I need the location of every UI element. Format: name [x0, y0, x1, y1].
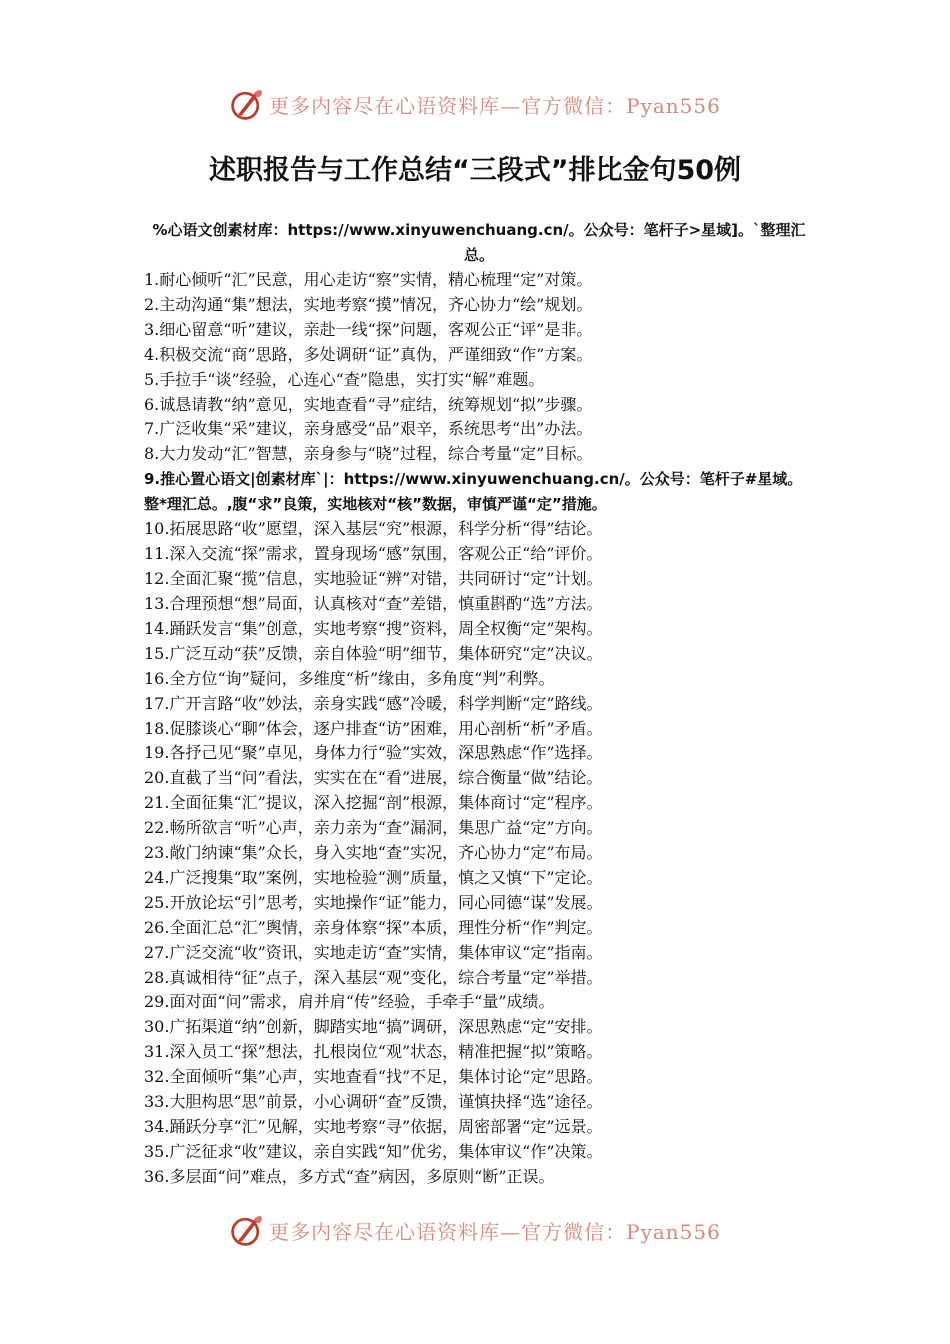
list-item: 6.诚恳请教“纳”意见，实地查看“寻”症结，统筹规划“拟”步骤。 — [144, 394, 593, 414]
list-item: 29.面对面“问”需求，肩并肩“传”经验，手牵手“量”成绩。 — [144, 992, 555, 1012]
list-item: 3.细心留意“听”建议，亲赴一线“探”问题，客观公正“评”是非。 — [144, 319, 593, 339]
list-item: 7.广泛收集“采”建议，亲身感受“品”艰辛，系统思考“出”办法。 — [144, 419, 593, 439]
list-item: 31.深入员工“探”想法，扎根岗位“观”状态，精准把握“拟”策略。 — [144, 1042, 603, 1062]
list-item: 14.踊跃发言“集”创意，实地考察“搜”资料，周全权衡“定”架构。 — [144, 618, 603, 638]
list-item: 30.广拓渠道“纳”创新，脚踏实地“搞”调研，深思熟虑“定”安排。 — [144, 1017, 603, 1037]
list-item: 21.全面征集“汇”提议，深入挖掘“剖”根源，集体商讨“定”程序。 — [144, 793, 603, 813]
list-item: 11.深入交流“探”需求，置身现场“感”氛围，客观公正“给”评价。 — [144, 544, 603, 564]
list-item: 26.全面汇总“汇”舆情，亲身体察“探”本质，理性分析“作”判定。 — [144, 917, 603, 937]
list-item: 33.大胆构思“思”前景，小心调研“查”反馈，谨慎抉择“选”途径。 — [144, 1092, 603, 1112]
list-item: 1.耐心倾听“汇”民意，用心走访“察”实情，精心梳理“定”对策。 — [144, 270, 593, 289]
list-item: 12.全面汇聚“揽”信息，实地验证“辨”对错，共同研讨“定”计划。 — [144, 569, 603, 589]
list-item: 10.拓展思路“收”愿望，深入基层“究”根源，科学分析“得”结论。 — [144, 519, 603, 539]
list-item: 9.推心置心语文|创素材库`|：https://www.xinyuwenchuang.cn/。公众号：笔杆子#星域。整*理汇总。,腹“求”良策，实地核对“核”数据，审慎严谨“定”措施。 — [144, 470, 803, 514]
list-item: 25.开放论坛“引”思考，实地操作“证”能力，同心同德“谋”发展。 — [144, 892, 603, 912]
list-item: 15.广泛互动“获”反馈，亲自体验“明”细节，集体研究“定”决议。 — [144, 643, 603, 663]
list-item: 24.广泛搜集“取”案例，实地检验“测”质量，慎之又慎“下”定论。 — [144, 867, 603, 887]
list-item: 34.踊跃分享“汇”见解，实地考察“寻”依据，周密部署“定”远景。 — [144, 1117, 603, 1136]
sentence-list — [144, 268, 814, 1190]
list-item: 28.真诚相待“征”点子，深入基层“观”变化，综合考量“定”举措。 — [144, 967, 603, 987]
quill-logo-icon — [229, 1212, 265, 1248]
list-item: 35.广泛征求“收”建议，亲自实践“知”优劣，集体审议“作”决策。 — [144, 1141, 603, 1161]
list-item: 27.广泛交流“收”资讯，实地走访“查”实情，集体审议“定”指南。 — [144, 942, 603, 962]
list-item: 5.手拉手“谈”经验，心连心“查”隐患，实打实“解”难题。 — [144, 369, 545, 389]
list-item: 36.多层面“问”难点，多方式“查”病因，多原则“断”正误。 — [144, 1166, 555, 1186]
list-item: 32.全面倾听“集”心声，实地查看“找”不足，集体讨论“定”思路。 — [144, 1067, 603, 1087]
list-item: 23.敞门纳谏“集”众长，身入实地“查”实况，齐心协力“定”布局。 — [144, 843, 603, 863]
document-body — [144, 218, 814, 1190]
page-title: 述职报告与工作总结“三段式”排比金句50例 — [208, 155, 742, 186]
list-item: 17.广开言路“收”妙法，亲身实践“感”冷暖，科学判断“定”路线。 — [144, 693, 603, 713]
quill-logo-icon — [229, 86, 265, 122]
header-banner-text: 更多内容尽在心语资料库—官方微信：Pyan556 — [269, 93, 721, 118]
list-item: 2.主动沟通“集”想法，实地考察“摸”情况，齐心协力“绘”规划。 — [144, 294, 593, 314]
header-banner — [0, 84, 950, 124]
list-item: 22.畅所欲言“听”心声，亲力亲为“查”漏洞，集思广益“定”方向。 — [144, 818, 603, 838]
list-item: 8.大力发动“汇”智慧，亲身参与“晓”过程，综合考量“定”目标。 — [144, 444, 593, 464]
list-item: 13.合理预想“想”局面，认真核对“查”差错，慎重斟酌“选”方法。 — [144, 593, 603, 613]
intro-note: %心语文创素材库：https://www.xinyuwenchuang.cn/。公众号：笔杆子>星域]。`整理汇总。 — [152, 221, 806, 264]
list-item: 16.全方位“询”疑问，多维度“析”缘由，多角度“判”利弊。 — [144, 668, 555, 688]
list-item: 20.直截了当“问”看法，实实在在“看”进展，综合衡量“做”结论。 — [144, 768, 603, 788]
list-item: 18.促膝谈心“聊”体会，逐户排查“访”困难，用心剖析“析”矛盾。 — [144, 718, 603, 738]
list-item: 19.各抒己见“聚”卓见，身体力行“验”实效，深思熟虑“作”选择。 — [144, 743, 603, 763]
footer-banner-text: 更多内容尽在心语资料库—官方微信：Pyan556 — [269, 1219, 721, 1244]
footer-banner — [0, 1210, 950, 1250]
list-item: 4.积极交流“商”思路，多处调研“证”真伪，严谨细致“作”方案。 — [144, 344, 593, 364]
